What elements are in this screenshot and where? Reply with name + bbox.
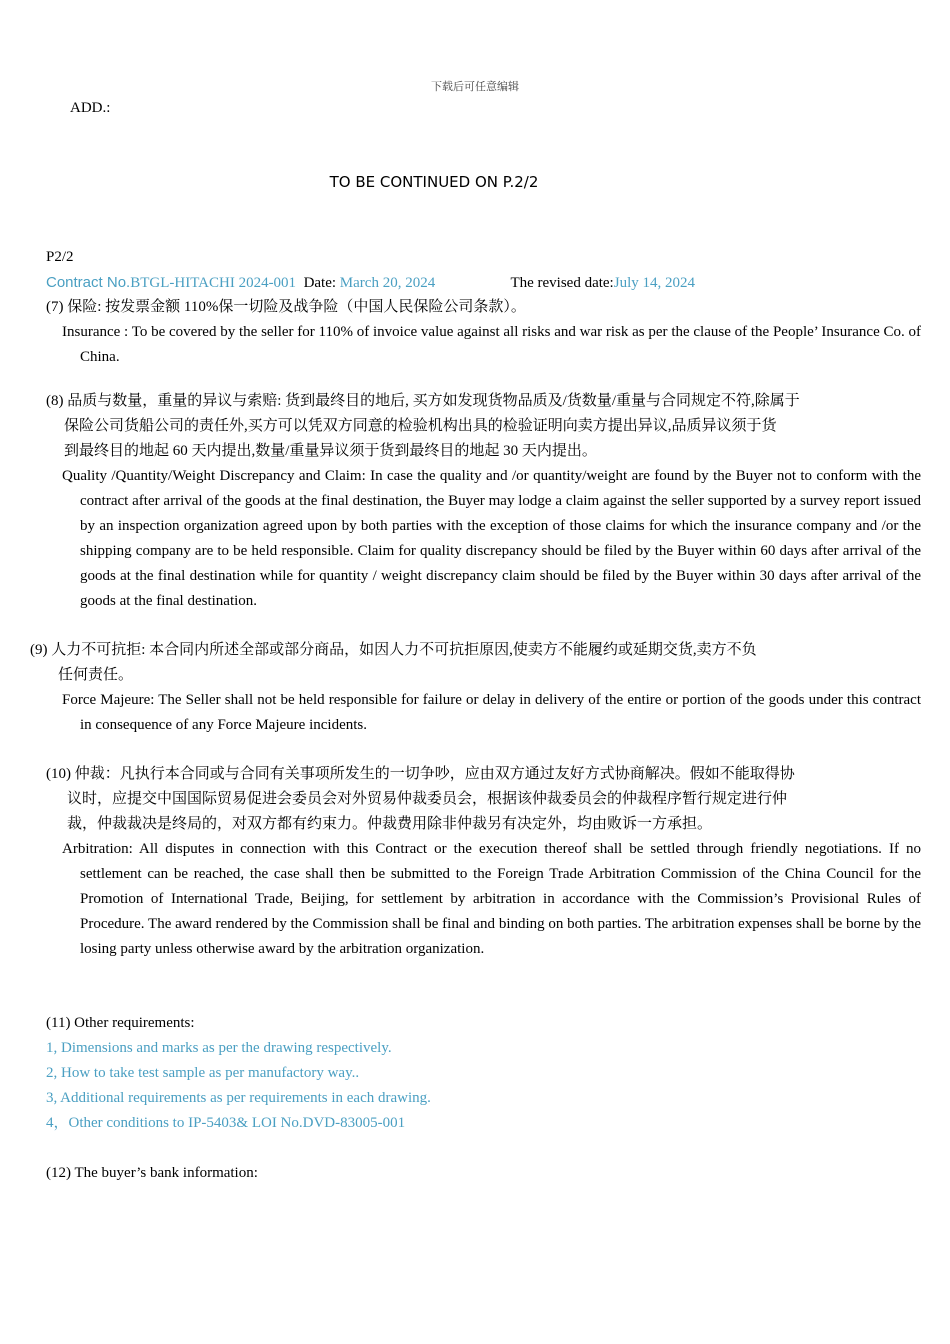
clause10-chinese-line3: 裁，仲裁裁决是终局的，对双方都有约束力。仲裁费用除非仲裁另有决定外，均由败诉一方承担。 bbox=[67, 816, 713, 832]
clause9-chinese-line2: 任何责任。 bbox=[58, 667, 134, 683]
clause9-english: Force Majeure: The Seller shall not be held responsible for failure or delay in delivery of the entire or portion of the goods under this contract in consequence of any Force Majeure incidents. bbox=[62, 692, 921, 733]
date-value: March 20, 2024 bbox=[339, 275, 436, 291]
contract-no-label: Contract No. bbox=[46, 274, 131, 291]
revised-date-value: July 14, 2024 bbox=[613, 275, 695, 291]
clause9-chinese-line1: (9) 人力不可抗拒: 本合同内所述全部或部分商品，如因人力不可抗拒原因,使卖方不能履约或延期交货,卖方不负 bbox=[30, 642, 757, 658]
clause8-chinese-line1: (8) 品质与数量，重量的异议与索赔: 货到最终目的地后, 买方如发现货物品质及/货数量/重量与合同规定不符,除属于 bbox=[46, 393, 800, 409]
requirement-item-1: 1, Dimensions and marks as per the drawing respectively. bbox=[46, 1040, 392, 1056]
requirement-item-4: 4，Other conditions to IP-5403& LOI No.DVD-83005-001 bbox=[46, 1115, 406, 1131]
requirement-item-3: 3, Additional requirements as per requirements in each drawing. bbox=[46, 1090, 431, 1106]
clause10-english: Arbitration: All disputes in connection with this Contract or the execution thereof shall be settled through friendly negotiations. If no settlement can be reached, the case shall then be submitted to the Foreign Trade Arbitration Commission of the China Council for the Promotion of International Trade, Beijing, for settlement by arbitration in accordance with the Commission’s Provisional Rules of Procedure. The award rendered by the Commission shall be final and binding on both parties. The arbitration expenses shall be borne by the losing party unless otherwise award by the arbitration organization. bbox=[62, 841, 921, 957]
clause10-chinese-line2: 议时，应提交中国国际贸易促进会委员会对外贸易仲裁委员会，根据该仲裁委员会的仲裁程序暂行规定进行仲 bbox=[67, 791, 788, 807]
date-label: Date: bbox=[303, 275, 337, 291]
address-label: ADD.: bbox=[70, 100, 111, 116]
contract-header bbox=[46, 274, 695, 292]
clause7-english: Insurance : To be covered by the seller for 110% of invoice value against all risks and war risk as per the clause of the People’ Insurance Co. of China. bbox=[62, 324, 921, 365]
contract-no-value: BTGL-HITACHI 2024-001 bbox=[130, 275, 297, 291]
clause7-chinese: (7) 保险: 按发票金额 110%保一切险及战争险（中国人民保险公司条款）。 bbox=[46, 299, 526, 315]
clause12-title: (12) The buyer’s bank information: bbox=[46, 1165, 258, 1181]
clause11-title: (11) Other requirements: bbox=[46, 1015, 195, 1031]
page-label: P2/2 bbox=[46, 249, 74, 265]
continued-note: TO BE CONTINUED ON P.2/2 bbox=[329, 173, 539, 191]
revised-date-label: The revised date: bbox=[510, 275, 614, 291]
clause8-english: Quality /Quantity/Weight Discrepancy and Claim: In case the quality and /or quantity/weight are found by the Buyer not to conform with the contract after arrival of the goods at the final destination, the Buyer may lodge a claim against the seller supported by a survey report issued by an inspection organization agreed upon by both parties with the exception of those claims for which the insurance company and /or the shipping company are to be held responsible. Claim for quality discrepancy should be filed by the Buyer within 60 days after arrival of the goods at the final destination while for quantity / weight discrepancy claim should be filed by the Buyer within 30 days after arrival of the goods at the final destination. bbox=[62, 468, 921, 609]
requirement-item-2: 2, How to take test sample as per manufactory way.. bbox=[46, 1065, 360, 1081]
watermark-text: 下载后可任意编辑 bbox=[431, 81, 519, 93]
clause10-chinese-line1: (10) 仲裁：凡执行本合同或与合同有关事项所发生的一切争吵，应由双方通过友好方式协商解决。假如不能取得协 bbox=[46, 766, 795, 782]
clause8-chinese-line2: 保险公司货船公司的责任外,买方可以凭双方同意的检验机构出具的检验证明向卖方提出异议,品质异议须于货 bbox=[64, 418, 777, 434]
clause8-chinese-line3: 到最终目的地起 60 天内提出,数量/重量异议须于货到最终目的地起 30 天内提出。 bbox=[64, 443, 597, 459]
